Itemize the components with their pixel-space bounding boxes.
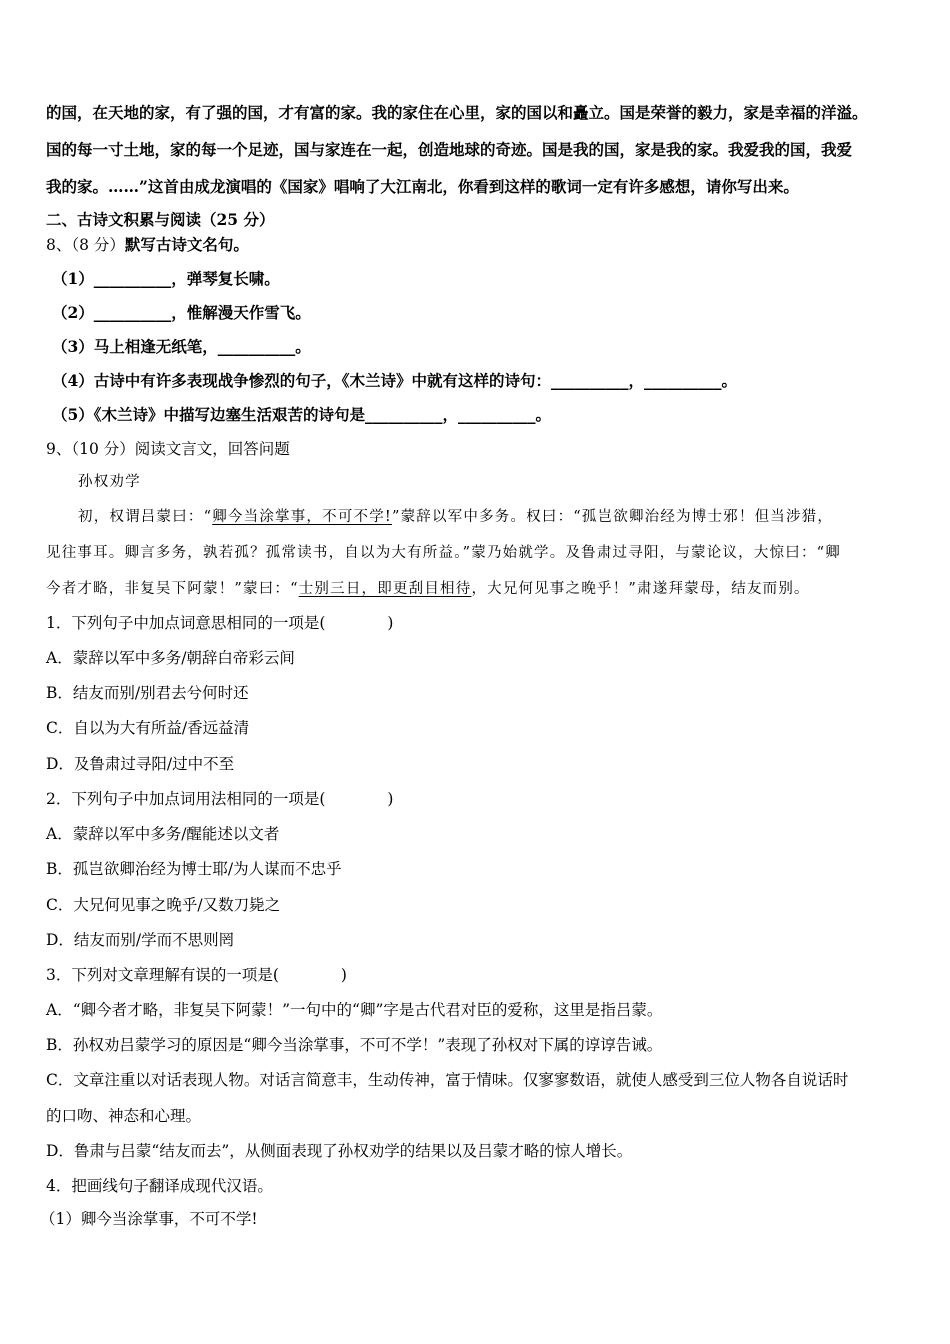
sub-question-2-option-d: D．结友而别/学而不思则罔 [46, 931, 235, 949]
underlined-sentence-1: 卿今当涂掌事，不可不学! [212, 509, 392, 525]
sub-question-1-option-a: A．蒙辞以军中多务/朝辞白帝彩云间 [46, 649, 295, 667]
q8-item-5: （5）《木兰诗》中描写边塞生活艰苦的诗句是__________，__________。 [52, 405, 552, 424]
poem-line-3: 我的家。……”这首由成龙演唱的《国家》唱响了大江南北，你看到这样的歌词一定有许多感想，请你写出来。 [46, 177, 799, 196]
q8-item-1: （1）__________，弹琴复长啸。 [52, 269, 280, 288]
sub-question-2-option-b: B．孤岂欲卿治经为博士耶/为人谋而不忠乎 [46, 860, 342, 878]
section-title: 二、古诗文积累与阅读（25 分） [46, 210, 275, 229]
passage-text: ”蒙辞以军中多务。权曰：“孤岂欲卿治经为博士邪！但当涉猎， [391, 509, 834, 525]
sub-question-1-option-d: D．及鲁肃过寻阳/过中不至 [46, 755, 235, 773]
q8-item-2: （2）__________，惟解漫天作雪飞。 [52, 303, 311, 322]
passage-line-2: 见往事耳。卿言多务，孰若孤？孤常读书，自以为大有所益。”蒙乃始就学。及鲁肃过寻阳，与蒙论议，大惊曰：“卿 [46, 545, 841, 561]
sub-question-4-item-1: （1）卿今当涂掌事，不可不学! [40, 1210, 258, 1228]
sub-question-4-stem: 4．把画线句子翻译成现代汉语。 [46, 1177, 273, 1195]
passage-text: 今者才略，非复吴下阿蒙！”蒙曰：“ [46, 581, 299, 597]
sub-question-3-option-a: A．“卿今者才略，非复吴下阿蒙！”一句中的“卿”字是古代君对臣的爱称，这里是指吕蒙。 [46, 1001, 663, 1019]
sub-question-2-stem: 2．下列句子中加点词用法相同的一项是( ) [46, 790, 394, 808]
passage-title: 孙权劝学 [78, 474, 141, 490]
sub-question-3-option-c-cont: 的口吻、神态和心理。 [46, 1107, 202, 1125]
sub-question-1-stem: 1．下列句子中加点词意思相同的一项是( ) [46, 614, 394, 632]
poem-line-2: 国的每一寸土地，家的每一个足迹，国与家连在一起，创造地球的奇迹。国是我的国，家是我的家。我爱我的国，我爱 [46, 140, 853, 159]
question-9-stem: 9、（10 分）阅读文言文，回答问题 [46, 440, 290, 458]
sub-question-2-option-a: A．蒙辞以军中多务/醒能述以文者 [46, 825, 280, 843]
passage-line-3 [46, 579, 810, 599]
poem-line-1: 的国，在天地的家，有了强的国，才有富的家。我的家住在心里，家的国以和矗立。国是荣誉的毅力，家是幸福的洋溢。 [46, 103, 868, 122]
underlined-sentence-2: 士别三日，即更刮目相待 [298, 581, 472, 597]
sub-question-1-option-b: B．结友而别/别君去兮何时还 [46, 684, 249, 702]
passage-line-1 [78, 507, 833, 527]
question-8-stem: 8、（8 分）默写古诗文名句。 [46, 235, 249, 254]
sub-question-3-option-b: B．孙权劝吕蒙学习的原因是“卿今当涂掌事，不可不学！”表现了孙权对下属的谆谆告诫。 [46, 1036, 663, 1054]
sub-question-3-option-c: C．文章注重以对话表现人物。对话言简意丰，生动传神，富于情味。仅寥寥数语，就使人感受到三位人物各自说话时 [46, 1071, 849, 1089]
q8-item-4: （4）古诗中有许多表现战争惨烈的句子，《木兰诗》中就有这样的诗句：__________，__________。 [52, 371, 738, 390]
sub-question-2-option-c: C．大兄何见事之晚乎/又数刀毙之 [46, 896, 281, 914]
sub-question-3-stem: 3．下列对文章理解有误的一项是( ) [46, 966, 347, 984]
passage-text: 初，权谓吕蒙曰：“ [78, 509, 213, 525]
q8-item-3: （3）马上相逢无纸笔，__________。 [52, 337, 311, 356]
sub-question-3-option-d: D．鲁肃与吕蒙“结友而去”，从侧面表现了孙权劝学的结果以及吕蒙才略的惊人增长。 [46, 1142, 633, 1160]
passage-text: ，大兄何见事之晚乎！”肃遂拜蒙母，结友而别。 [471, 581, 810, 597]
sub-question-1-option-c: C．自以为大有所益/香远益清 [46, 719, 250, 737]
